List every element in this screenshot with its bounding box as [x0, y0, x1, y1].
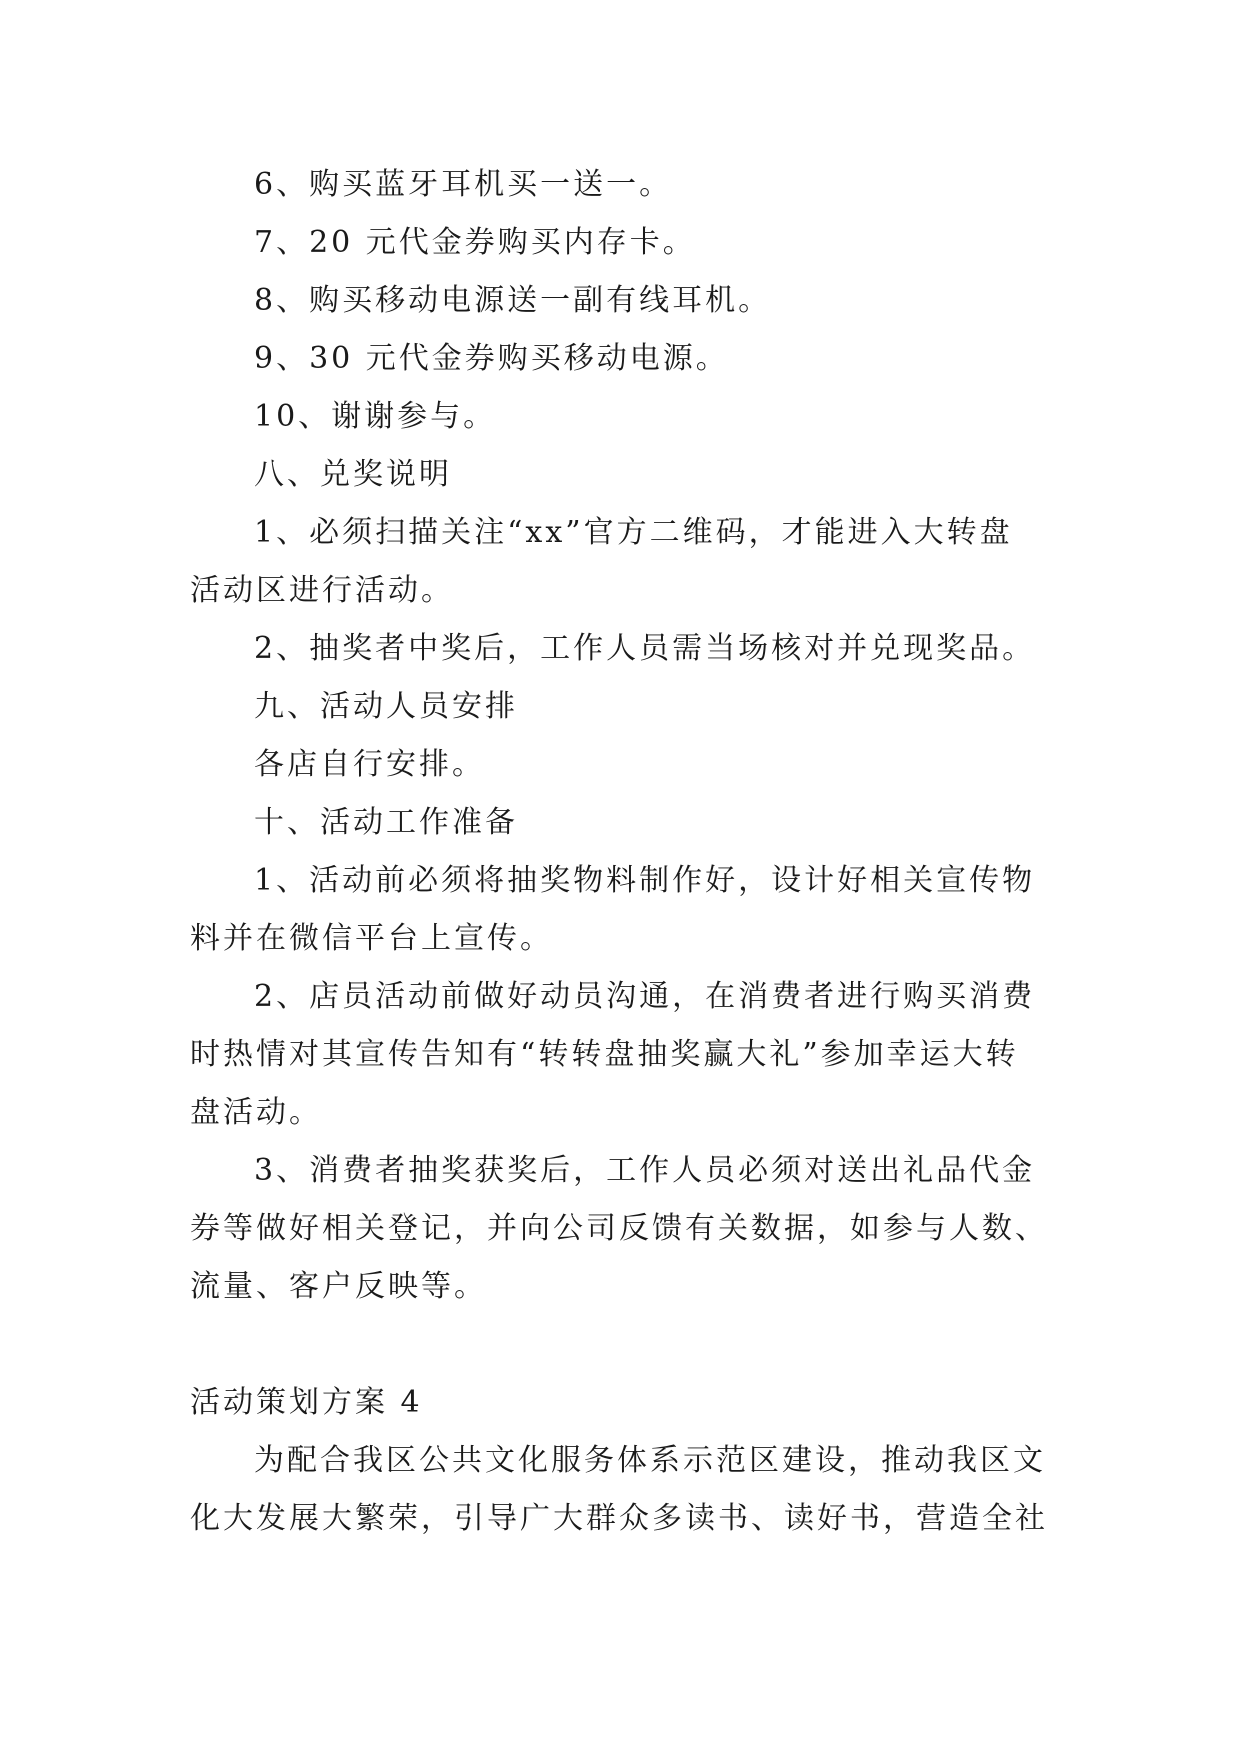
- section-heading-staffing: 九、活动人员安排: [254, 689, 518, 724]
- paragraph-line: 2、店员活动前做好动员沟通，在消费者进行购买消费: [254, 979, 1036, 1014]
- paragraph-line: 流量、客户反映等。: [190, 1269, 487, 1304]
- paragraph-line: 各店自行安排。: [254, 747, 485, 782]
- paragraph-line: 为配合我区公共文化服务体系示范区建设，推动我区文: [254, 1443, 1046, 1478]
- paragraph-line: 1、活动前必须将抽奖物料制作好，设计好相关宣传物: [254, 863, 1036, 898]
- list-item-6: 6、购买蓝牙耳机买一送一。: [254, 167, 673, 202]
- paragraph-line: 化大发展大繁荣，引导广大群众多读书、读好书，营造全社: [190, 1501, 1048, 1536]
- paragraph-line: 盘活动。: [190, 1095, 322, 1130]
- document-section-title: 活动策划方案 4: [190, 1385, 423, 1420]
- list-item-8: 8、购买移动电源送一副有线耳机。: [254, 283, 772, 318]
- paragraph-line: 料并在微信平台上宣传。: [190, 921, 553, 956]
- paragraph-line: 3、消费者抽奖获奖后，工作人员必须对送出礼品代金: [254, 1153, 1036, 1188]
- paragraph-line: 活动区进行活动。: [190, 573, 454, 608]
- paragraph-line: 券等做好相关登记，并向公司反馈有关数据，如参与人数、: [190, 1211, 1048, 1246]
- list-item-9: 9、30 元代金券购买移动电源。: [254, 341, 729, 376]
- paragraph-line: 时热情对其宣传告知有“转转盘抽奖赢大礼”参加幸运大转: [190, 1037, 1019, 1072]
- list-item-10: 10、谢谢参与。: [254, 399, 497, 434]
- paragraph-line: 2、抽奖者中奖后，工作人员需当场核对并兑现奖品。: [254, 631, 1036, 666]
- paragraph-line: 1、必须扫描关注“xx”官方二维码，才能进入大转盘: [254, 515, 1013, 550]
- list-item-7: 7、20 元代金券购买内存卡。: [254, 225, 696, 260]
- section-heading-prize-redemption: 八、兑奖说明: [254, 457, 452, 492]
- section-heading-preparation: 十、活动工作准备: [254, 805, 518, 840]
